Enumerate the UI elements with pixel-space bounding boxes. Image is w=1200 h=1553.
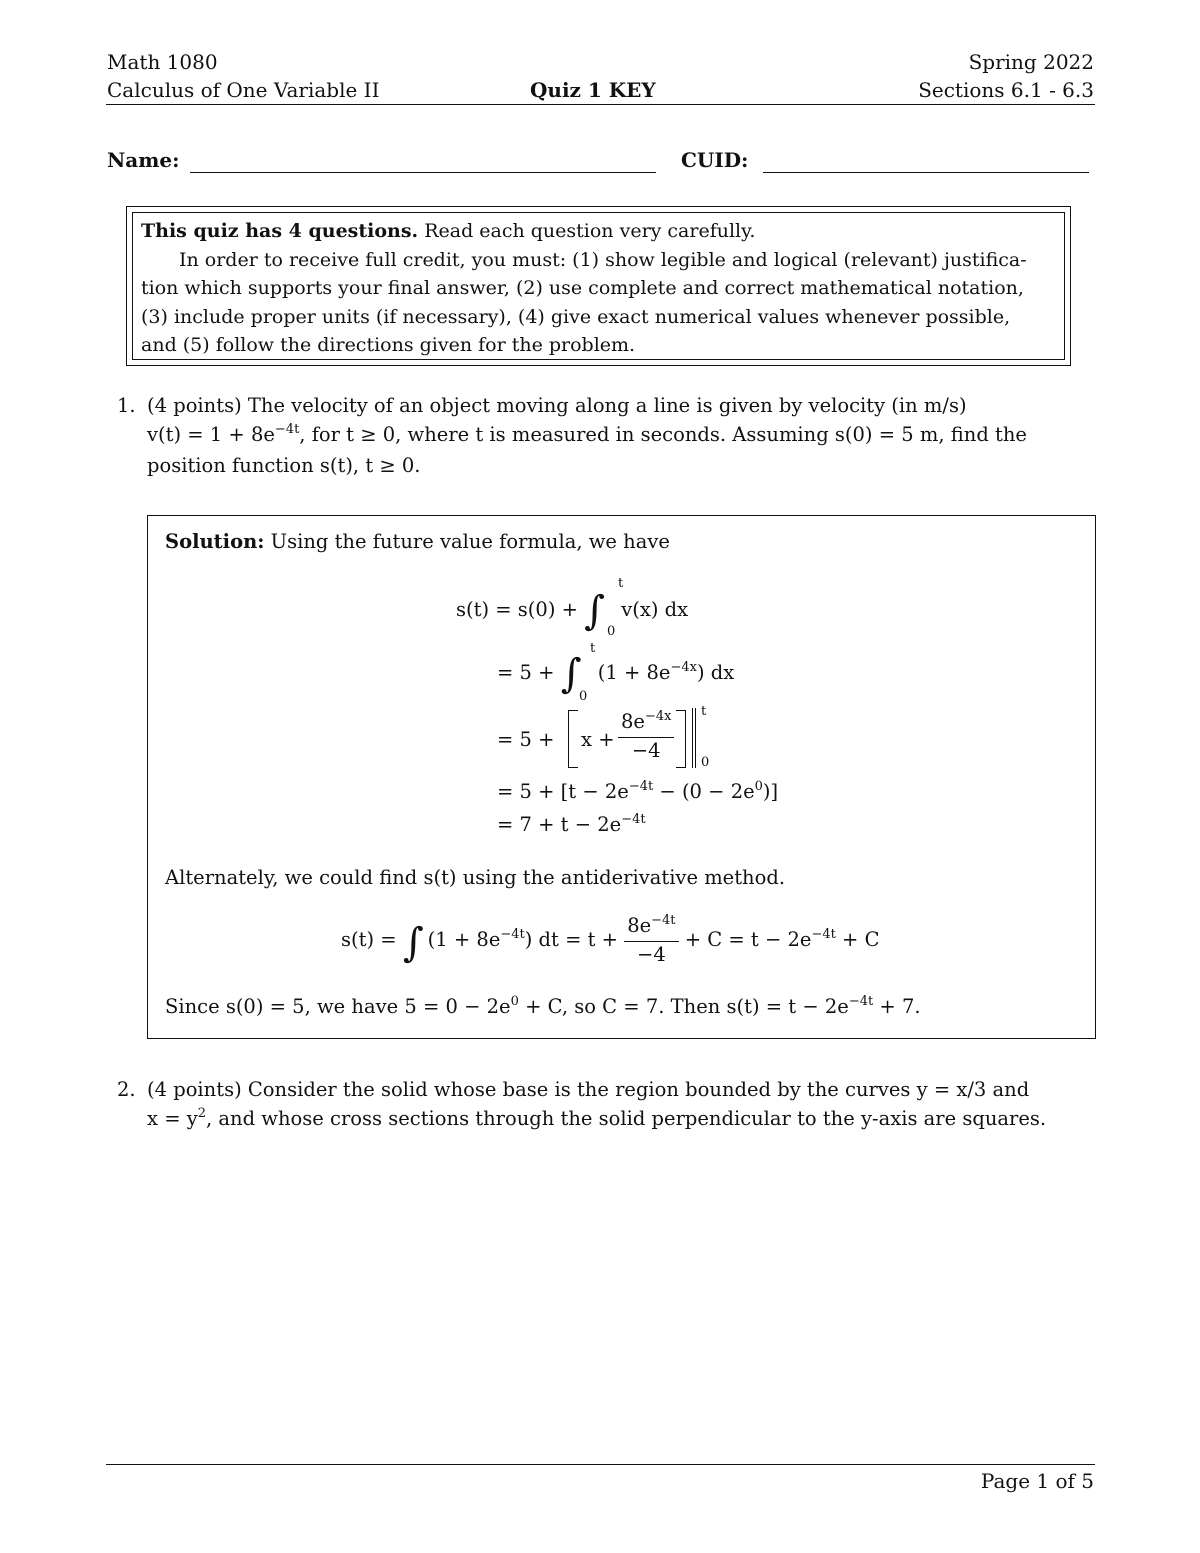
solution-conclusion [165, 995, 921, 1018]
equation-2-b: (1 + 8e [597, 661, 671, 684]
equation-5-a: = 7 + t − 2e [497, 813, 622, 836]
instructions-text [141, 217, 1056, 360]
equation-6 [341, 910, 880, 968]
equation-3-numerator: 8e [621, 710, 645, 733]
equation-2-a: = 5 + [497, 661, 555, 684]
right-bracket [676, 710, 686, 768]
solution-intro [165, 530, 670, 553]
equation-6-d: + C = t − 2e [684, 928, 812, 951]
solution-intro-text: Using the future value formula, we have [264, 530, 670, 553]
integral-sign-2: ∫ [560, 651, 582, 697]
page-number: Page 1 of 5 [980, 1469, 1094, 1493]
instructions-line-2: In order to receive full credit, you must: (1) show legible and logical (relevant) justifica- [179, 248, 1027, 271]
integral-sign-1: ∫ [584, 588, 606, 634]
equation-3-fraction [618, 710, 674, 764]
question-2-curve: x = y [147, 1106, 198, 1130]
name-label: Name: [107, 148, 180, 172]
question-1-line-2 [147, 421, 1095, 453]
alternate-method-text: Alternately, we could find s(t) using the antiderivative method. [165, 866, 786, 889]
course-number: Math 1080 [107, 50, 218, 74]
question-1-number: 1. [117, 394, 136, 417]
equation-6-denominator: −4 [636, 942, 666, 966]
equation-3-denominator: −4 [631, 739, 661, 762]
equation-6-e: + C [835, 928, 880, 951]
question-2-exponent: 2 [197, 1105, 207, 1121]
equation-3-num-exponent: −4x [644, 709, 672, 724]
equation-6-exponent: −4t [500, 927, 525, 942]
question-2-line-1: (4 points) Consider the solid whose base is the region bounded by the curves y = x/3 and [147, 1078, 1030, 1101]
question-1-line-3: position function s(t), t ≥ 0. [147, 454, 421, 477]
instructions-box [126, 206, 1071, 366]
equation-5 [497, 813, 646, 836]
header-rule [106, 104, 1095, 105]
cuid-field[interactable] [763, 172, 1089, 173]
integral-2-lower: 0 [579, 689, 588, 704]
question-1-exponent: −4t [274, 421, 300, 437]
equation-4 [497, 780, 778, 803]
instructions-lead: This quiz has 4 questions. [141, 220, 419, 242]
equation-3-x: x + [581, 728, 615, 751]
question-2-line-2-rest: , and whose cross sections through the solid perpendicular to the y-axis are squares. [206, 1106, 1047, 1130]
equation-2-c: ) dx [696, 661, 735, 684]
instructions-inner-border [132, 212, 1065, 360]
equation-4-exponent-1: −4t [628, 779, 654, 794]
question-1-line-2-rest: , for t ≥ 0, where t is measured in seconds. Assuming s(0) = 5 m, find the [299, 422, 1027, 446]
eval-bar-2 [695, 708, 696, 768]
equation-4-a: = 5 + [t − 2e [497, 780, 629, 803]
instructions-line-4: (3) include proper units (if necessary), (4) give exact numerical values whenever possible, [141, 305, 1011, 328]
footer-rule [106, 1464, 1095, 1465]
equation-4-c: )] [762, 780, 779, 803]
equation-6-num-exponent: −4t [651, 912, 676, 928]
semester: Spring 2022 [968, 50, 1094, 74]
equation-6-a: s(t) = [341, 928, 397, 951]
equation-6-b: (1 + 8e [427, 928, 501, 951]
equation-2-exponent: −4x [670, 660, 697, 675]
equation-1-rhs: v(x) dx [621, 598, 689, 621]
sections: Sections 6.1 - 6.3 [918, 78, 1094, 102]
question-1-velocity: v(t) = 1 + 8e [147, 422, 275, 446]
cuid-label: CUID: [681, 148, 749, 172]
quiz-title: Quiz 1 KEY [530, 78, 656, 102]
equation-6-exponent-2: −4t [811, 927, 836, 942]
equation-5-exponent: −4t [621, 812, 646, 827]
eval-lower: 0 [701, 755, 710, 770]
course-title: Calculus of One Variable II [107, 78, 380, 102]
question-2-line-2 [147, 1105, 1095, 1137]
integral-1-upper: t [618, 576, 624, 591]
eval-bar-1 [692, 708, 693, 768]
integral-2-upper: t [590, 641, 596, 656]
question-1-text [147, 392, 1095, 481]
equation-6-c: ) dt = t + [524, 928, 618, 951]
conclusion-c: + 7. [873, 995, 921, 1018]
equation-1 [456, 580, 689, 634]
integral-sign-3: ∫ [402, 920, 424, 966]
left-bracket [568, 710, 578, 768]
instructions-line-3: tion which supports your final answer, (2) use complete and correct mathematical notation, [141, 277, 1024, 299]
equation-6-numerator: 8e [627, 913, 652, 937]
question-2-number: 2. [117, 1078, 136, 1101]
equation-3-a: = 5 + [497, 728, 555, 751]
conclusion-a: Since s(0) = 5, we have 5 = 0 − 2e [165, 995, 511, 1018]
solution-label: Solution: [165, 530, 265, 553]
equation-4-exponent-2: 0 [754, 779, 763, 794]
question-2-text [147, 1076, 1095, 1136]
equation-2 [497, 643, 735, 697]
conclusion-exponent-2: −4t [848, 994, 874, 1009]
name-field[interactable] [190, 172, 656, 173]
question-1-line-1: (4 points) The velocity of an object moving along a line is given by velocity (in m/s) [147, 394, 967, 417]
conclusion-b: + C, so C = 7. Then s(t) = t − 2e [518, 995, 849, 1018]
eval-upper: t [701, 704, 707, 719]
instructions-line-5: and (5) follow the directions given for the problem. [141, 334, 636, 356]
equation-4-b: − (0 − 2e [653, 780, 755, 803]
instructions-lead-rest: Read each question very carefully. [418, 220, 756, 242]
equation-1-lhs: s(t) = s(0) + [456, 598, 578, 621]
integral-1-lower: 0 [607, 624, 616, 639]
conclusion-exponent-1: 0 [510, 994, 519, 1009]
